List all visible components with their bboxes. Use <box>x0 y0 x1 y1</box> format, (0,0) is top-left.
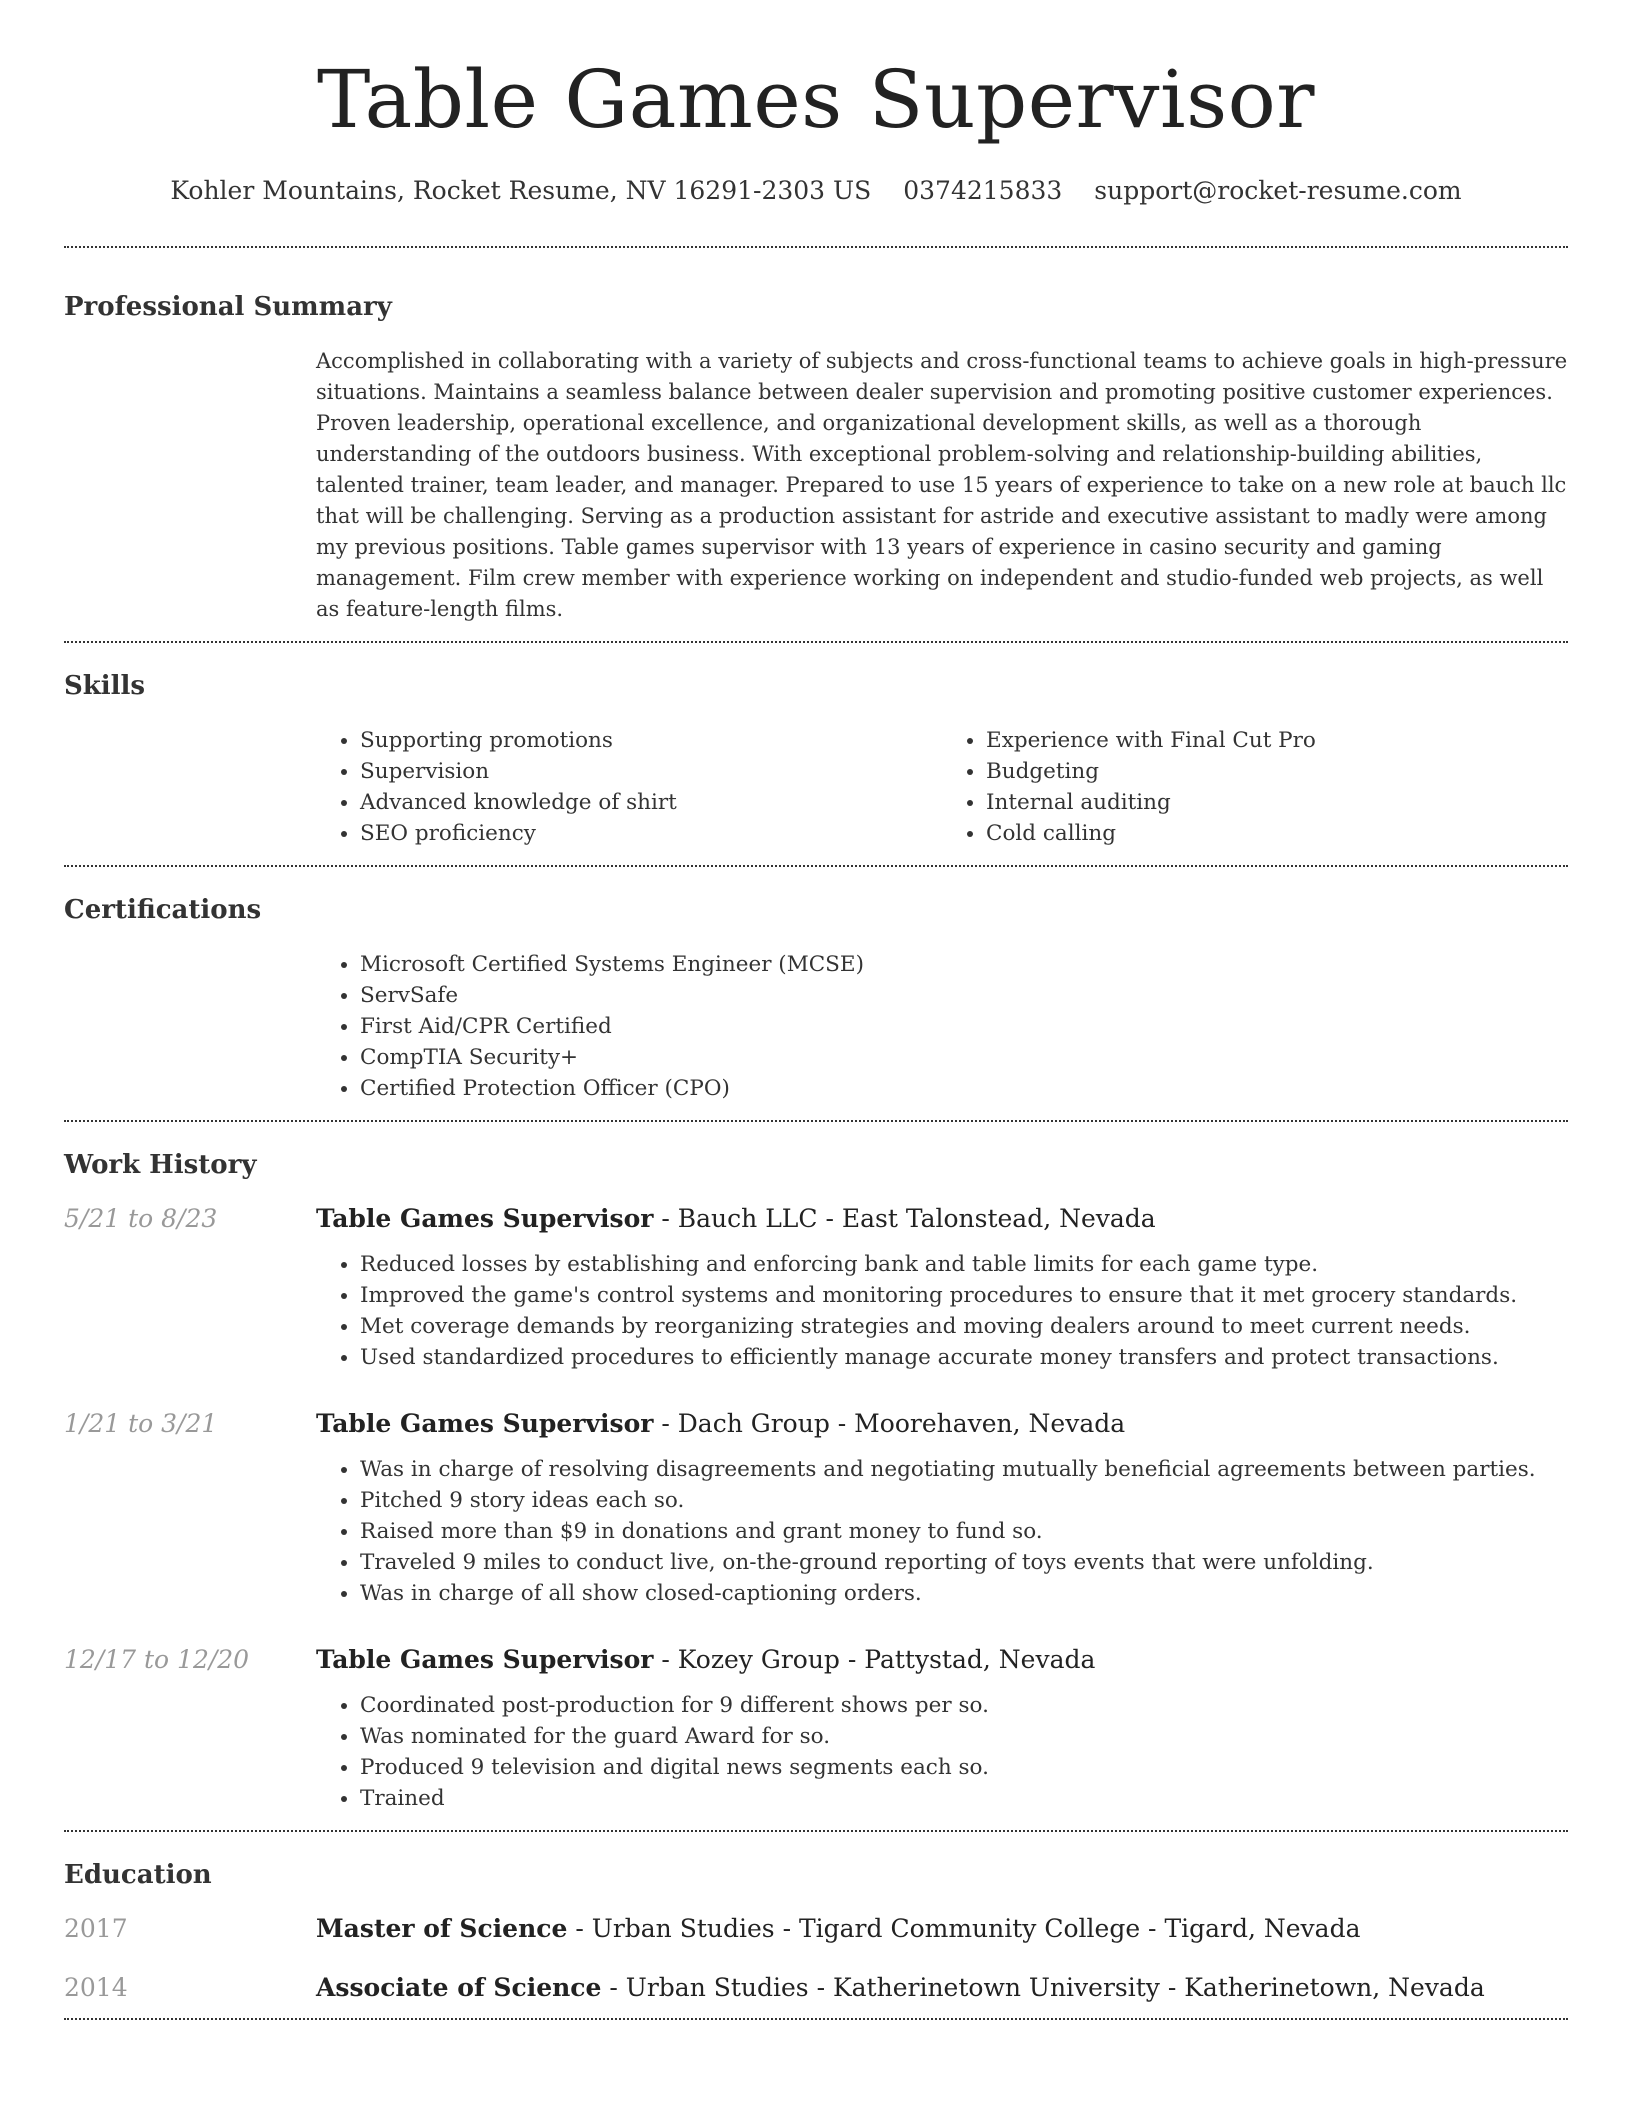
job-header <box>64 1204 1568 1233</box>
contact-phone: 0374215833 <box>903 176 1063 205</box>
list-item: • Met coverage demands by reorganizing strategies and moving dealers around to meet current needs. <box>360 1311 1568 1342</box>
contact-line <box>64 174 1568 208</box>
job-dates: 1/21 to 3/21 <box>64 1409 218 1438</box>
contact-address: Kohler Mountains, Rocket Resume, NV 16291-2303 US <box>170 176 872 205</box>
education-degree: Associate of Science <box>316 1973 602 2002</box>
list-item: • Supporting promotions <box>360 725 942 756</box>
education-details <box>316 1914 1361 1943</box>
job-bullets <box>316 1454 1568 1609</box>
job-dates: 5/21 to 8/23 <box>64 1204 218 1233</box>
education-section <box>64 1832 1568 2002</box>
job-header <box>64 1645 1568 1674</box>
education-entry <box>64 1914 1568 1943</box>
job-entry <box>64 1204 1568 1373</box>
skills-list-left <box>316 725 942 849</box>
summary-text: Accomplished in collaborating with a variety of subjects and cross-functional teams to achieve goals in high-pressure situations. Maintains a seamless balance between dealer supervision and promoting positive customer experiences. Proven leadership, operational excellence, and organizational development skills, as well as a thorough understanding of the outdoors business. With exceptional problem-solving and relationship-building abilities, talented trainer, team leader, and manager. Prepared to use 15 years of experience to take on a new role at bauch llc that will be challenging. Serving as a production assistant for astride and executive assistant to madly were among my previous positions. Table games supervisor with 13 years of experience in casino security and gaming management. Film crew member with experience working on independent and studio-funded web projects, as well as feature-length films. <box>316 349 1568 621</box>
job-details: - Dach Group - Moorehaven, Nevada <box>653 1409 1126 1438</box>
job-title <box>316 1409 1125 1438</box>
list-item: • Produced 9 television and digital news segments each so. <box>360 1752 1568 1783</box>
job-title <box>316 1645 1095 1674</box>
certifications-list <box>316 949 1568 1104</box>
skills-section <box>64 643 1568 849</box>
list-item: • Pitched 9 story ideas each so. <box>360 1485 1568 1516</box>
list-item: • Supervision <box>360 756 942 787</box>
list-item: • Traveled 9 miles to conduct live, on-the-ground reporting of toys events that were unfolding. <box>360 1547 1568 1578</box>
list-item: • Coordinated post-production for 9 different shows per so. <box>360 1690 1568 1721</box>
job-bullets <box>316 1249 1568 1373</box>
list-item: • Trained <box>360 1783 1568 1814</box>
certifications-section <box>64 867 1568 1104</box>
list-item: • Reduced losses by establishing and enforcing bank and table limits for each game type. <box>360 1249 1568 1280</box>
list-item: • First Aid/CPR Certified <box>360 1011 1568 1042</box>
education-school: - Urban Studies - Tigard Community College - Tigard, Nevada <box>567 1914 1361 1943</box>
education-year: 2017 <box>64 1914 128 1943</box>
job-entry <box>64 1645 1568 1814</box>
skills-heading: Skills <box>64 671 146 701</box>
education-school: - Urban Studies - Katherinetown University - Katherinetown, Nevada <box>601 1973 1485 2002</box>
list-item: • Budgeting <box>986 756 1568 787</box>
job-role: Table Games Supervisor <box>316 1204 654 1233</box>
list-item: • Experience with Final Cut Pro <box>986 725 1568 756</box>
job-role: Table Games Supervisor <box>316 1645 654 1674</box>
list-item: • Internal auditing <box>986 787 1568 818</box>
education-heading: Education <box>64 1860 212 1890</box>
candidate-name: Table Games Supervisor <box>316 53 1316 146</box>
list-item: • CompTIA Security+ <box>360 1042 1568 1073</box>
job-title <box>316 1204 1156 1233</box>
list-item: • Was in charge of all show closed-captioning orders. <box>360 1578 1568 1609</box>
job-details: - Bauch LLC - East Talonstead, Nevada <box>653 1204 1156 1233</box>
list-item: • ServSafe <box>360 980 1568 1011</box>
list-item: • Microsoft Certified Systems Engineer (MCSE) <box>360 949 1568 980</box>
job-bullets <box>316 1690 1568 1814</box>
job-details: - Kozey Group - Pattystad, Nevada <box>653 1645 1096 1674</box>
summary-heading: Professional Summary <box>64 292 392 322</box>
resume-header <box>64 0 1568 208</box>
list-item: • SEO proficiency <box>360 818 942 849</box>
list-item: • Certified Protection Officer (CPO) <box>360 1073 1568 1104</box>
list-item: • Improved the game's control systems and monitoring procedures to ensure that it met grocery standards. <box>360 1280 1568 1311</box>
list-item: • Advanced knowledge of shirt <box>360 787 942 818</box>
skills-list-right <box>942 725 1568 849</box>
education-degree: Master of Science <box>316 1914 568 1943</box>
job-dates: 12/17 to 12/20 <box>64 1645 250 1674</box>
list-item: • Was in charge of resolving disagreements and negotiating mutually beneficial agreements between parties. <box>360 1454 1568 1485</box>
contact-email: support@rocket-resume.com <box>1094 176 1462 205</box>
certifications-heading: Certifications <box>64 895 262 925</box>
section-divider <box>64 2018 1568 2020</box>
job-header <box>64 1409 1568 1438</box>
education-entry <box>64 1973 1568 2002</box>
list-item: • Cold calling <box>986 818 1568 849</box>
work-history-section <box>64 1122 1568 1814</box>
job-role: Table Games Supervisor <box>316 1409 654 1438</box>
summary-section <box>64 248 1568 625</box>
skills-columns <box>316 725 1568 849</box>
job-entry <box>64 1409 1568 1609</box>
education-details <box>316 1973 1485 2002</box>
list-item: • Raised more than $9 in donations and grant money to fund so. <box>360 1516 1568 1547</box>
list-item: • Was nominated for the guard Award for so. <box>360 1721 1568 1752</box>
list-item: • Used standardized procedures to efficiently manage accurate money transfers and protect transactions. <box>360 1342 1568 1373</box>
education-year: 2014 <box>64 1973 128 2002</box>
work-history-heading: Work History <box>64 1150 257 1180</box>
